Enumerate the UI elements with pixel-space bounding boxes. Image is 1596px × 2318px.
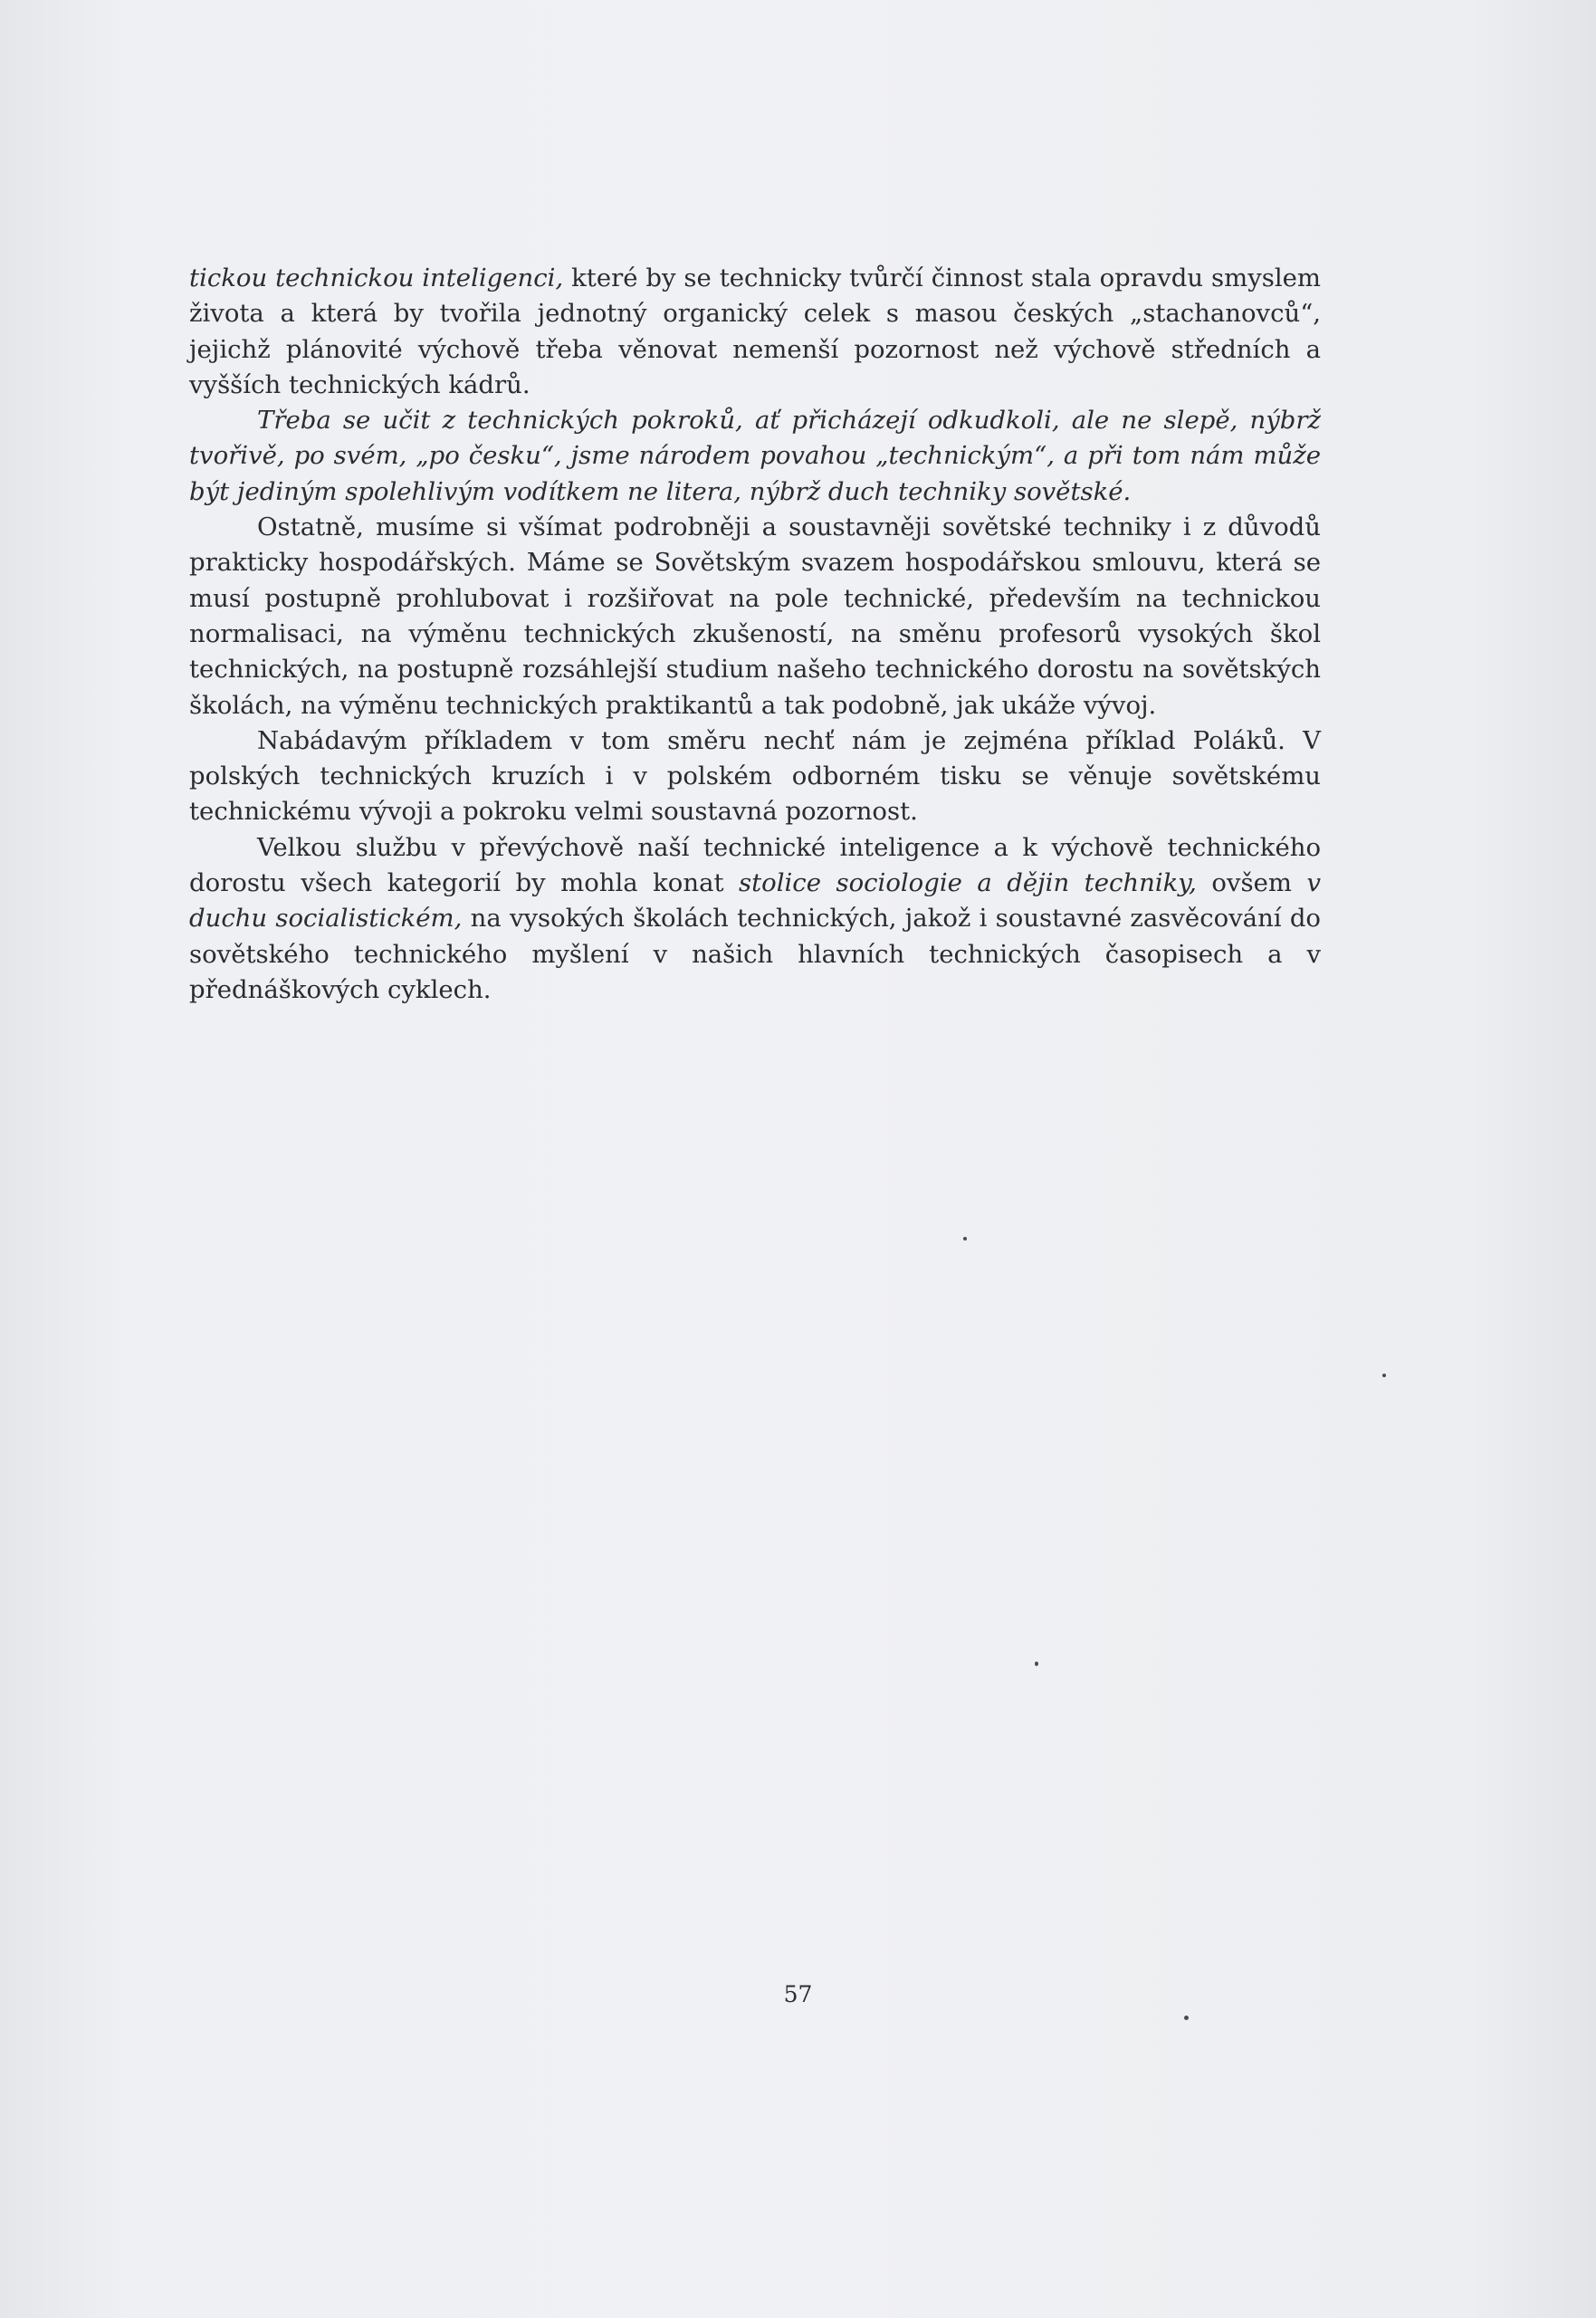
paragraph-5	[189, 830, 1321, 1008]
paper-speck	[1184, 2016, 1189, 2020]
paragraph-3: Ostatně, musíme si všímat podrobněji a soustavněji sovětské techniky i z důvodů prakticky hospodářských. Máme se Sovětským svazem hospodářskou smlouvu, která se musí postupně prohlubovat i rozšiřovat na pole technické, především na technickou normalisaci, na výměnu technických zkušeností, na směnu profesorů vysokých škol technických, na postupně rozsáhlejší studium našeho technického dorostu na sovětských školách, na výměnu technických praktikantů a tak podobně, jak ukáže vývoj.	[189, 512, 1321, 720]
paper-speck	[1382, 1374, 1386, 1377]
italic-phrase: v duchu socialistickém,	[189, 868, 1321, 934]
page-number: 57	[783, 1981, 813, 2007]
italic-phrase: stolice sociologie a dějin techniky,	[739, 868, 1197, 898]
paragraph-4: Nabádavým příkladem v tom směru nechť nám je zejména příklad Poláků. V polských technických kruzích i v polském odborném tisku se věnuje sovětskému technickému vývoji a pokroku velmi soustavná pozornost.	[189, 725, 1321, 827]
paragraph-text: Velkou službu v převýchově naší technické inteligence a k výchově technického dorostu všech kategorií by mohla konat	[189, 832, 1321, 898]
paragraph-1	[189, 261, 1321, 403]
italic-phrase: tickou technickou inteligenci,	[189, 263, 564, 292]
paragraph-text: na vysokých školách technických, jakož i soustavné zasvěcování do sovětského technického myšlení v našich hlavních technických časopisech a v přednáškových cyklech.	[189, 904, 1321, 1004]
paragraph-2: Třeba se učit z technických pokroků, ať přicházejí odkudkoli, ale ne slepě, nýbrž tvořivě, po svém, „po česku“, jsme národem povahou „technickým“, a při tom nám může být jediným spolehlivým vodítkem ne litera, nýbrž duch techniky sovětské.	[189, 406, 1321, 506]
paragraph-text: které by se technicky tvůrčí činnost stala opravdu smyslem života a která by tvořila jednotný organický celek s masou českých „stachanovců“, jejichž plánovité výchově třeba věnovat nemenší pozornost než výchově středních a vyšších technických kádrů.	[189, 263, 1322, 399]
paragraph-text: ovšem	[1196, 868, 1307, 898]
paper-speck	[1035, 1662, 1038, 1666]
paper-speck	[963, 1237, 967, 1240]
body-text	[189, 261, 1321, 1008]
